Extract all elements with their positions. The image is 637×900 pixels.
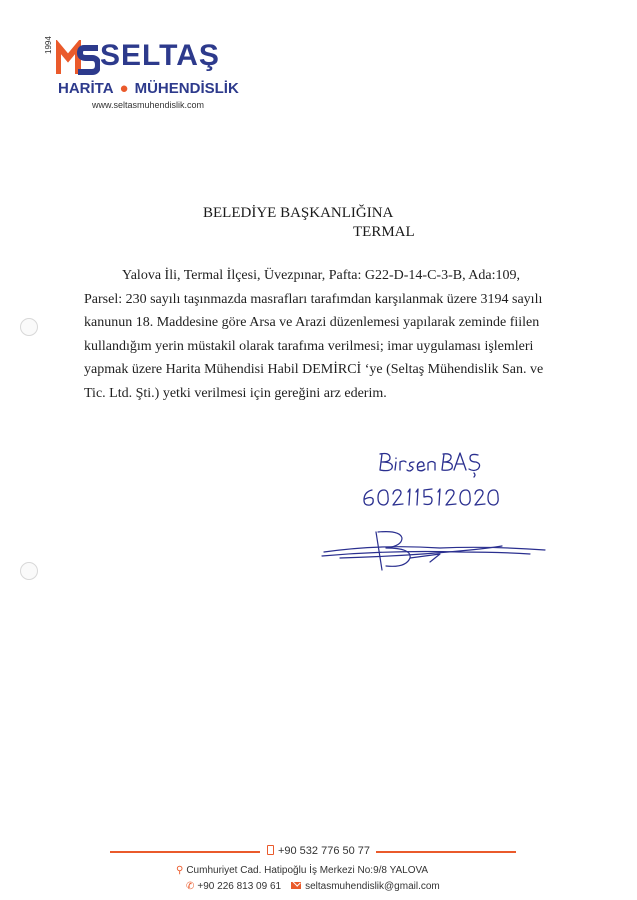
logo-mark-icon <box>56 40 100 76</box>
handwritten-signature-block <box>320 440 550 580</box>
handwritten-name <box>380 453 480 477</box>
body-line: kanunun 18. Maddesine göre Arsa ve Arazi düzenlemesi yapılarak zeminde fiilen <box>84 315 540 330</box>
body-line: Tic. Ltd. Şti.) yetki verilmesi için gereğini arz ederim. <box>84 385 387 401</box>
footer-address <box>176 865 476 876</box>
logo-website: www.seltasmuhendislik.com <box>92 100 205 110</box>
petition-body <box>84 264 554 405</box>
logo-subtitle <box>58 80 239 97</box>
punch-hole <box>20 318 38 336</box>
footer-address-text: Cumhuriyet Cad. Hatipoğlu İş Merkezi No:9/8 YALOVA <box>186 865 429 876</box>
footer-mobile-text: +90 532 776 50 77 <box>277 845 371 857</box>
body-line: Yalova İli, Termal İlçesi, Üvezpınar, Pafta: G22-D-14-C-3-B, Ada:109, <box>122 268 521 283</box>
logo-dot-icon: ● <box>119 80 129 97</box>
phone-icon <box>267 845 274 855</box>
logo-subtitle-right: MÜHENDİSLİK <box>134 80 239 97</box>
company-logo <box>44 36 258 116</box>
logo-brand-name: SELTAŞ <box>100 39 220 72</box>
footer-mobile-phone <box>0 845 637 857</box>
footer-landline-text: +90 226 813 09 61 <box>197 881 282 892</box>
body-line: yapmak üzere Harita Mühendisi Habil DEMİRCİ ‘ye (Seltaş Mühendislik San. ve <box>84 362 544 377</box>
heading-line-2: TERMAL <box>353 224 415 240</box>
body-line: kullandığım yerin müstakil olarak tarafıma verilmesi; imar uygulaması işlemleri <box>84 338 534 354</box>
handwritten-id-number <box>364 489 498 505</box>
location-pin-icon: ⚲ <box>176 865 184 876</box>
mail-icon <box>291 882 301 889</box>
body-line: Parsel: 230 sayılı taşınmazda masrafları tarafımdan karşılanmak üzere 3194 sayılı <box>84 291 543 307</box>
footer-contact <box>186 881 486 892</box>
logo-subtitle-left: HARİTA <box>58 80 114 97</box>
punch-hole <box>20 562 38 580</box>
logo-year: 1994 <box>44 36 53 54</box>
footer-email-text[interactable]: seltasmuhendislik@gmail.com <box>305 881 440 892</box>
telephone-icon: ✆ <box>186 881 195 892</box>
addressee-heading <box>203 204 415 242</box>
signature-scribble <box>322 532 545 570</box>
heading-line-1: BELEDİYE BAŞKANLIĞINA <box>203 205 394 221</box>
